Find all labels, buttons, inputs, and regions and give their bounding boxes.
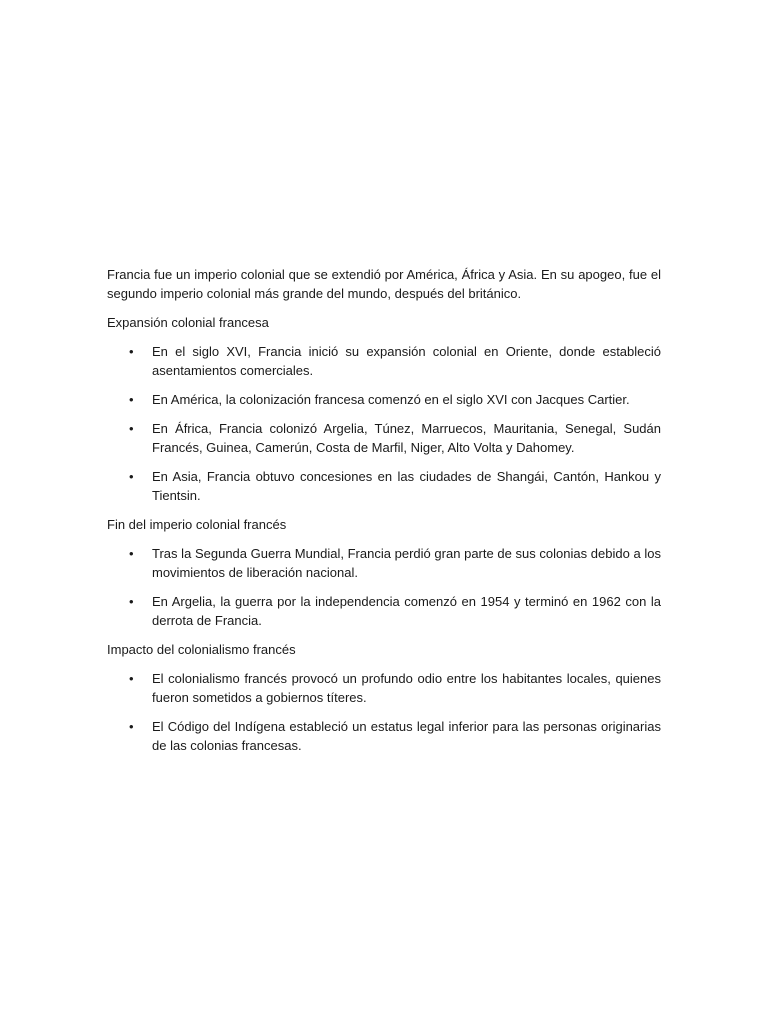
bullet-icon: • <box>129 392 134 407</box>
list-item-text: En el siglo XVI, Francia inició su expansión colonial en Oriente, donde estableció asentamientos comerciales. <box>152 344 661 378</box>
bullet-icon: • <box>129 469 134 484</box>
list-item <box>107 419 661 457</box>
section-heading-expansion: Expansión colonial francesa <box>107 315 269 330</box>
list-item-text: En Asia, Francia obtuvo concesiones en las ciudades de Shangái, Cantón, Hankou y Tientsin. <box>152 469 661 503</box>
list-item <box>107 390 661 409</box>
bullet-icon: • <box>129 671 134 686</box>
list-item <box>107 669 661 707</box>
bullet-list-end <box>107 544 661 630</box>
list-item-text: En Argelia, la guerra por la independencia comenzó en 1954 y terminó en 1962 con la derrota de Francia. <box>152 594 661 628</box>
list-item-text: El colonialismo francés provocó un profundo odio entre los habitantes locales, quienes fueron sometidos a gobiernos títeres. <box>152 671 661 705</box>
list-item <box>107 717 661 755</box>
bullet-icon: • <box>129 421 134 436</box>
section-heading-end: Fin del imperio colonial francés <box>107 517 287 532</box>
list-item <box>107 467 661 505</box>
bullet-icon: • <box>129 344 134 359</box>
list-item-text: El Código del Indígena estableció un estatus legal inferior para las personas originarias de las colonias francesas. <box>152 719 661 753</box>
list-item-text: En África, Francia colonizó Argelia, Túnez, Marruecos, Mauritania, Senegal, Sudán Francés, Guinea, Camerún, Costa de Marfil, Niger, Alto Volta y Dahomey. <box>152 421 661 455</box>
list-item <box>107 544 661 582</box>
bullet-list-expansion <box>107 342 661 505</box>
intro-paragraph: Francia fue un imperio colonial que se extendió por América, África y Asia. En su apogeo, fue el segundo imperio colonial más grande del mundo, después del británico. <box>107 267 661 301</box>
document-body <box>107 265 661 765</box>
section-heading-impact: Impacto del colonialismo francés <box>107 642 296 657</box>
list-item-text: Tras la Segunda Guerra Mundial, Francia perdió gran parte de sus colonias debido a los movimientos de liberación nacional. <box>152 546 661 580</box>
list-item <box>107 592 661 630</box>
list-item-text: En América, la colonización francesa comenzó en el siglo XVI con Jacques Cartier. <box>152 392 630 407</box>
bullet-icon: • <box>129 546 134 561</box>
bullet-icon: • <box>129 594 134 609</box>
bullet-list-impact <box>107 669 661 755</box>
bullet-icon: • <box>129 719 134 734</box>
list-item <box>107 342 661 380</box>
